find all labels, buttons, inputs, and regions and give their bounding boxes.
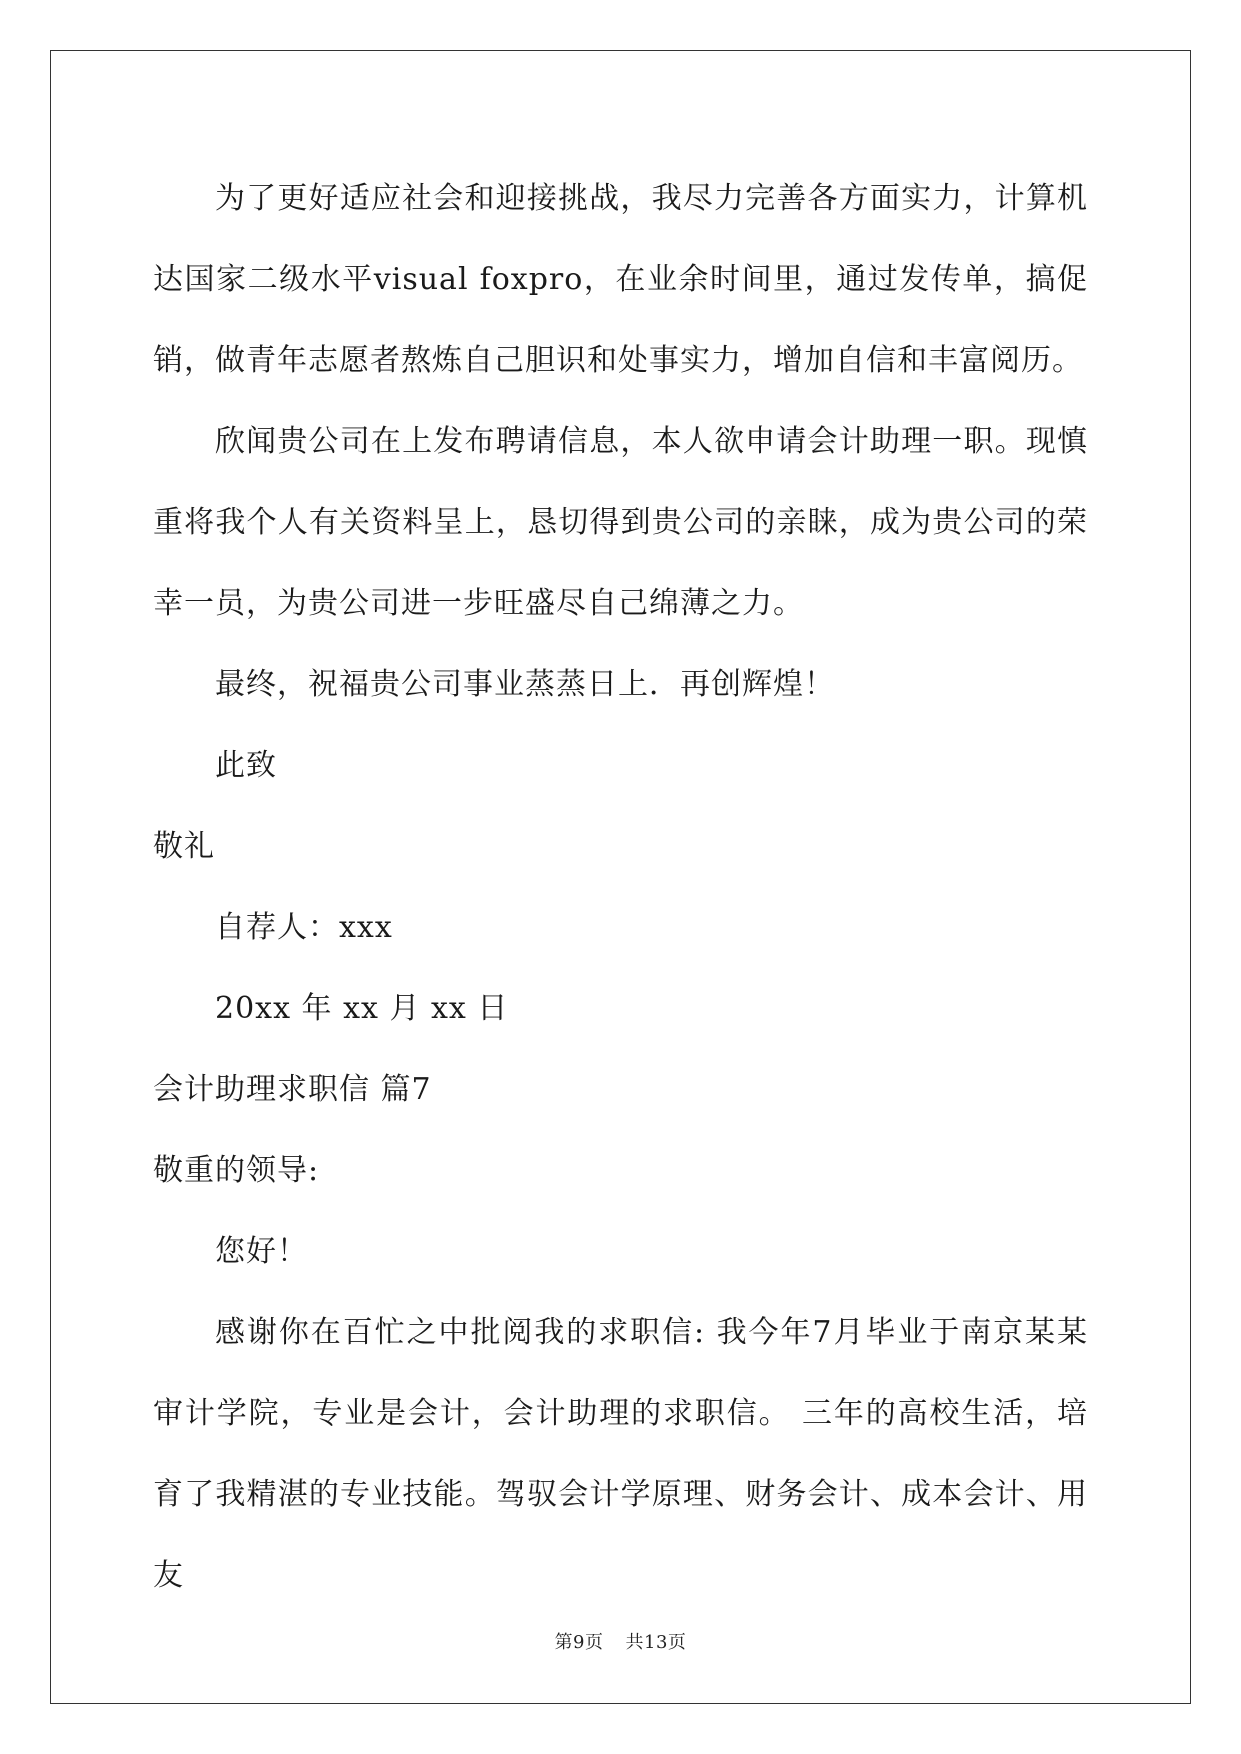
- paragraph-introduction: 感谢你在百忙之中批阅我的求职信: 我今年7月毕业于南京某某审计学院，专业是会计，会计助理的求职信。 三年的高校生活，培育了我精湛的专业技能。驾驭会计学原理、财务会计、成本会计、用友: [153, 1315, 1088, 1593]
- date-line: 20xx 年 xx 月 xx 日: [215, 991, 509, 1026]
- section-heading: 会计助理求职信 篇7: [153, 1072, 432, 1107]
- paragraph-wishes: 最终，祝福贵公司事业蒸蒸日上．再创辉煌！: [215, 667, 835, 702]
- closing-regards: 敬礼: [153, 829, 215, 864]
- letter-hello: 您好！: [215, 1234, 308, 1269]
- closing-salutation: 此致: [215, 748, 277, 783]
- page-total: 共13页: [625, 1632, 687, 1653]
- page-footer: [0, 1628, 1241, 1654]
- signature-line: 自荐人：xxx: [215, 910, 393, 945]
- paragraph-application: 欣闻贵公司在上发布聘请信息，本人欲申请会计助理一职。现慎重将我个人有关资料呈上，恳切得到贵公司的亲睐，成为贵公司的荣幸一员，为贵公司进一步旺盛尽自己绵薄之力。: [153, 424, 1088, 621]
- paragraph-skills: 为了更好适应社会和迎接挑战，我尽力完善各方面实力，计算机达国家二级水平visual foxpro，在业余时间里，通过发传单，搞促销，做青年志愿者熬炼自己胆识和处事实力，增加自信和丰富阅历。: [153, 181, 1088, 378]
- page-number: 第9页: [554, 1632, 604, 1653]
- letter-greeting: 敬重的领导:: [153, 1153, 320, 1188]
- document-body: [153, 158, 1088, 1616]
